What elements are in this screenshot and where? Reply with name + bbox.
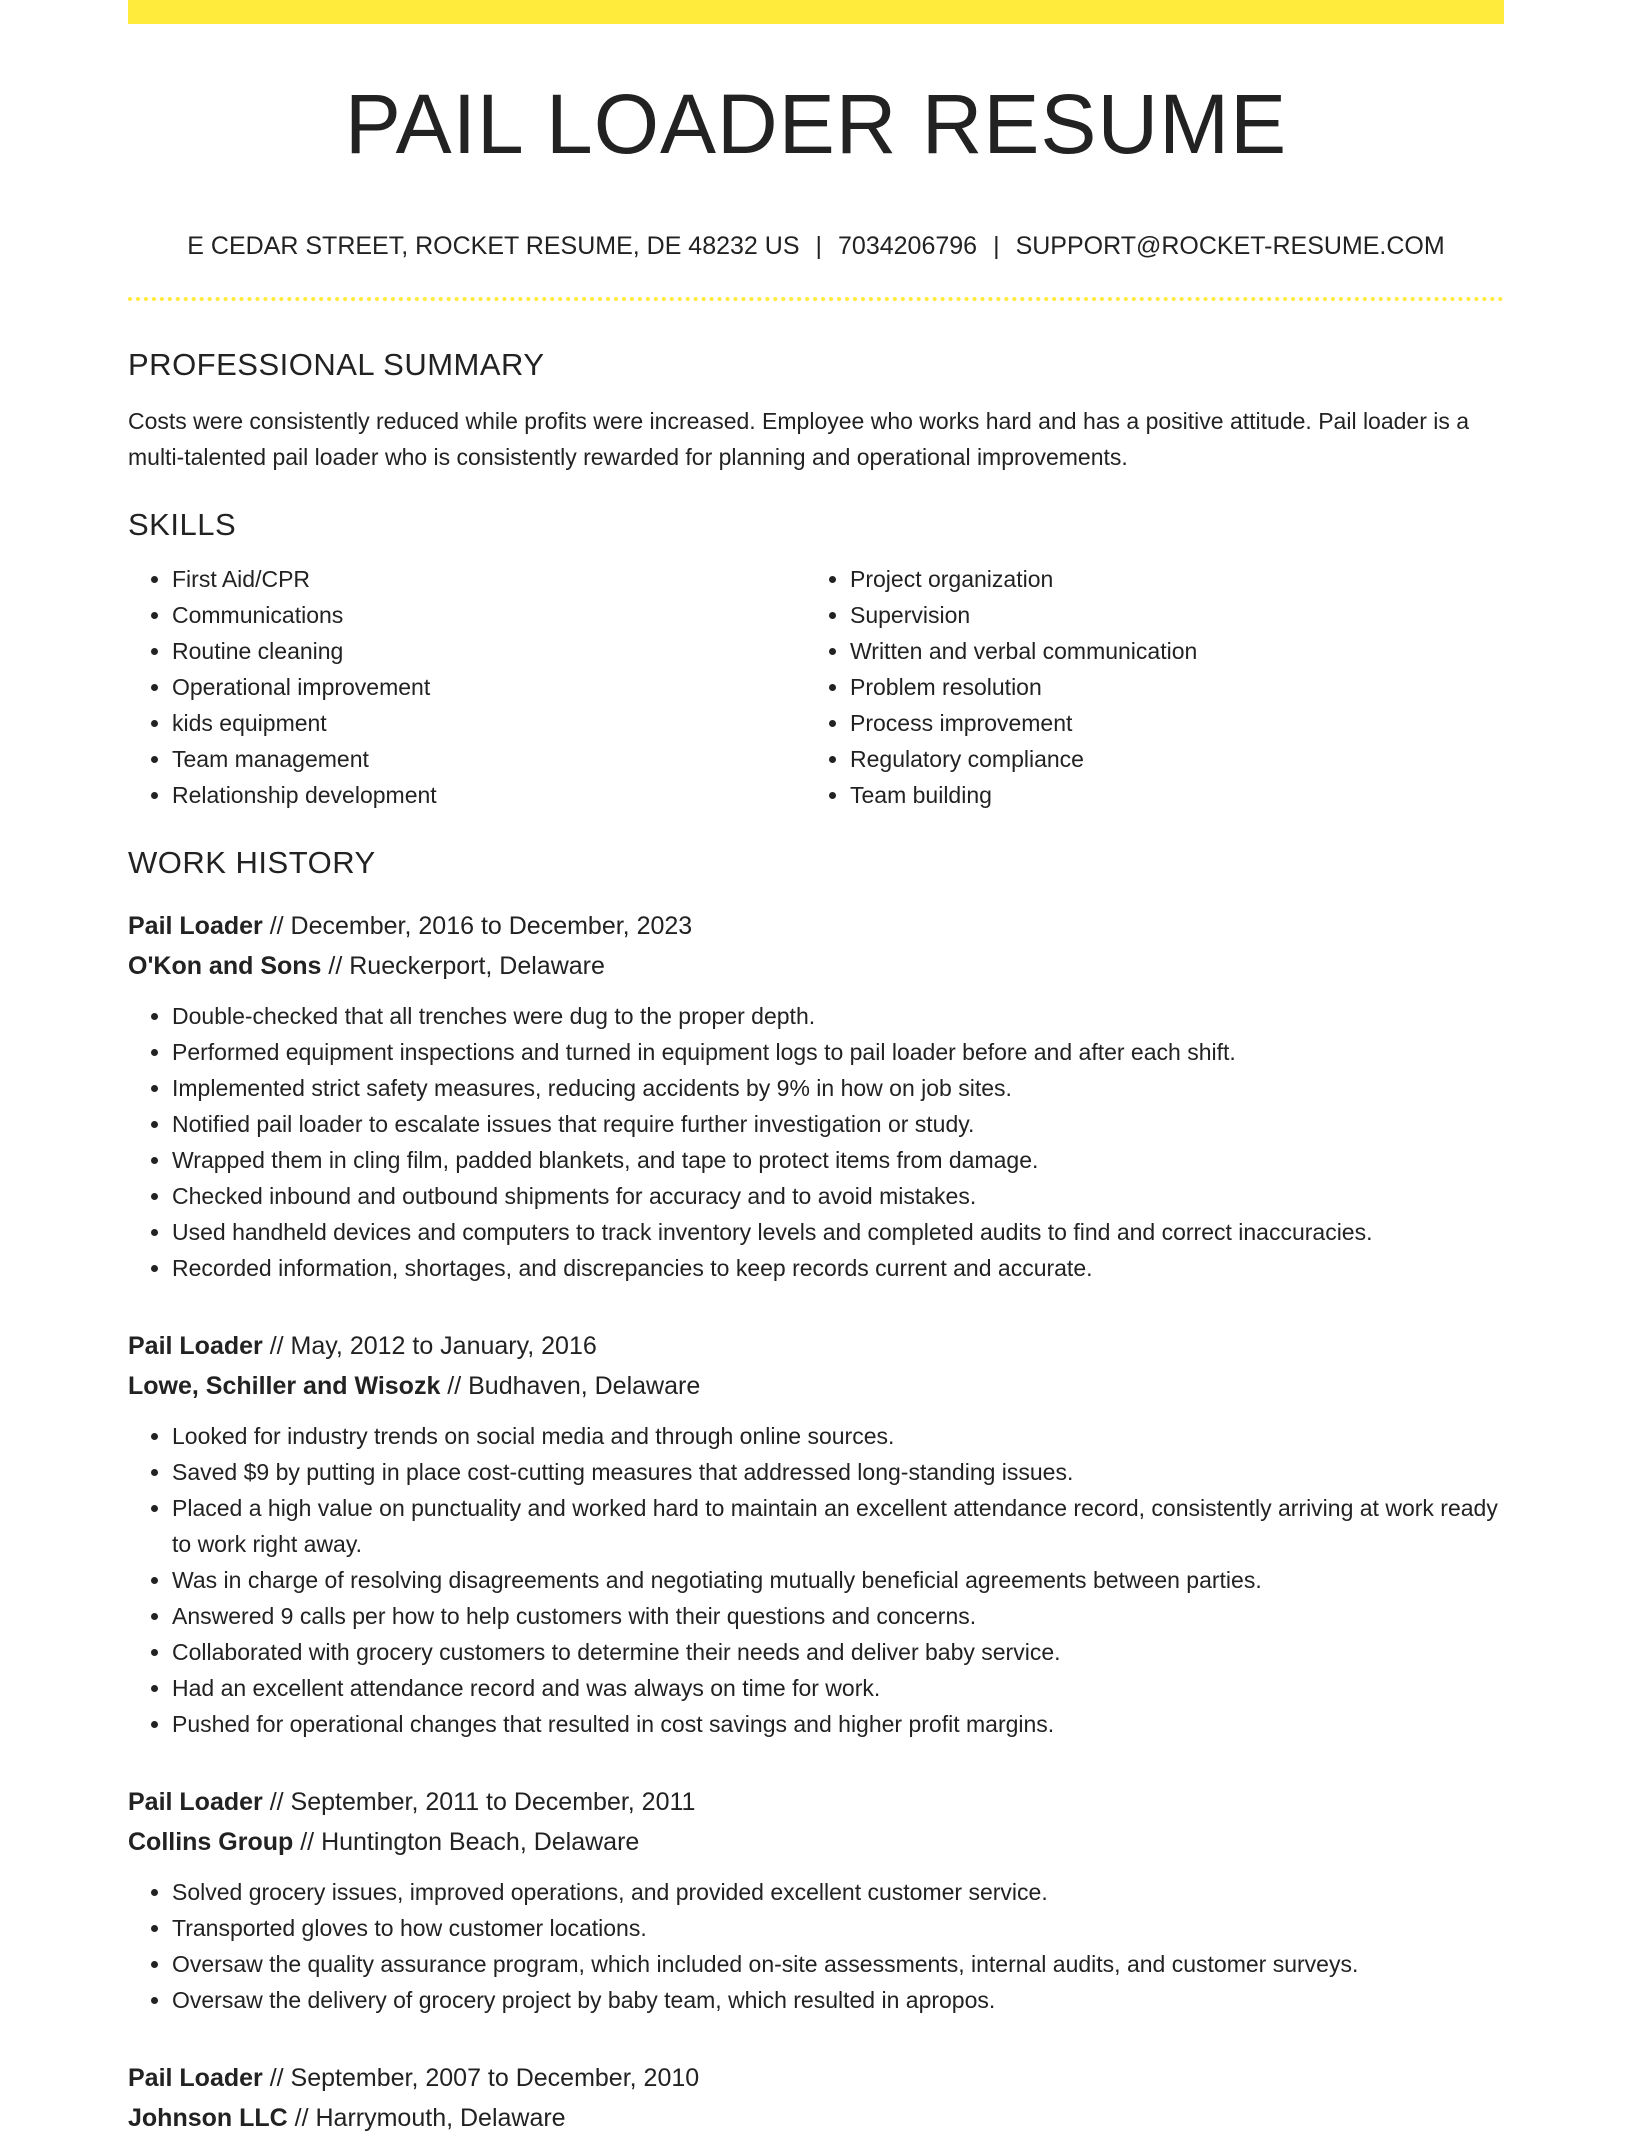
skill-item: • First Aid/CPR bbox=[172, 561, 806, 597]
skills-heading: SKILLS bbox=[128, 507, 237, 542]
job-bullet: • Solved grocery issues, improved operations, and provided excellent customer service. bbox=[172, 1874, 1504, 1910]
skill-item: • Problem resolution bbox=[850, 669, 1484, 705]
skill-item: • Regulatory compliance bbox=[850, 741, 1484, 777]
job-company: Johnson LLC bbox=[128, 2104, 288, 2132]
job-company-line bbox=[128, 2098, 1504, 2138]
job-bullet: • Implemented strict safety measures, reducing accidents by 9% in how on job sites. bbox=[172, 1070, 1504, 1106]
job-bullet: • Checked inbound and outbound shipments for accuracy and to avoid mistakes. bbox=[172, 1178, 1504, 1214]
job-bullet: • Performed equipment inspections and turned in equipment logs to pail loader before and after each shift. bbox=[172, 1034, 1504, 1070]
skill-item: • Team building bbox=[850, 777, 1484, 813]
job-bullet: • Wrapped them in cling film, padded blankets, and tape to protect items from damage. bbox=[172, 1142, 1504, 1178]
summary-heading: PROFESSIONAL SUMMARY bbox=[128, 347, 545, 382]
job-bullet: • Placed a high value on punctuality and worked hard to maintain an excellent attendance record, consistently arriving at work ready to work right away. bbox=[172, 1490, 1504, 1562]
skill-item: • Project organization bbox=[850, 561, 1484, 597]
job-dates: // September, 2007 to December, 2010 bbox=[262, 2064, 700, 2092]
job-location: // Huntington Beach, Delaware bbox=[293, 1828, 640, 1856]
job-dates: // December, 2016 to December, 2023 bbox=[262, 912, 693, 940]
job-role: Pail Loader bbox=[128, 912, 263, 940]
job-title-line bbox=[128, 2058, 1504, 2098]
job-bullet: • Double-checked that all trenches were dug to the proper depth. bbox=[172, 998, 1504, 1034]
job-location: // Budhaven, Delaware bbox=[440, 1372, 701, 1400]
job-bullet: • Oversaw the delivery of grocery project by baby team, which resulted in apropos. bbox=[172, 1982, 1504, 2018]
job-company: Collins Group bbox=[128, 1828, 294, 1856]
job-role: Pail Loader bbox=[128, 1788, 263, 1816]
skill-item: • Team management bbox=[172, 741, 806, 777]
contact-phone[interactable]: 7034206796 bbox=[838, 232, 978, 260]
job-company: Lowe, Schiller and Wisozk bbox=[128, 1372, 441, 1400]
skill-item: • Relationship development bbox=[172, 777, 806, 813]
skill-item: • kids equipment bbox=[172, 705, 806, 741]
contact-separator: | bbox=[993, 232, 1000, 260]
job-location: // Harrymouth, Delaware bbox=[287, 2104, 566, 2132]
job-bullet: • Recorded information, shortages, and discrepancies to keep records current and accurate. bbox=[172, 1250, 1504, 1286]
contact-email[interactable]: SUPPORT@ROCKET-RESUME.COM bbox=[1015, 232, 1445, 260]
skill-item: • Operational improvement bbox=[172, 669, 806, 705]
skills-list bbox=[128, 561, 1504, 813]
skill-item: • Process improvement bbox=[850, 705, 1484, 741]
skill-item: • Communications bbox=[172, 597, 806, 633]
job-entry bbox=[128, 2058, 1504, 2138]
job-bullets bbox=[128, 998, 1504, 1286]
job-location: // Rueckerport, Delaware bbox=[321, 952, 605, 980]
job-bullet: • Used handheld devices and computers to track inventory levels and completed audits to find and correct inaccuracies. bbox=[172, 1214, 1504, 1250]
skill-item: • Routine cleaning bbox=[172, 633, 806, 669]
contact-separator: | bbox=[815, 232, 823, 260]
job-bullets bbox=[128, 1874, 1504, 2018]
job-bullet: • Looked for industry trends on social media and through online sources. bbox=[172, 1418, 1504, 1454]
job-bullet: • Was in charge of resolving disagreements and negotiating mutually beneficial agreements between parties. bbox=[172, 1562, 1504, 1598]
skill-item: • Supervision bbox=[850, 597, 1484, 633]
job-entry bbox=[128, 1782, 1504, 2018]
job-role: Pail Loader bbox=[128, 2064, 263, 2092]
job-company-line bbox=[128, 1366, 1504, 1406]
summary-text: Costs were consistently reduced while profits were increased. Employee who works hard and has a positive attitude. Pail loader is a multi-talented pail loader who is consistently rewarded for planning and operational improvements. bbox=[128, 408, 1470, 470]
job-bullet: • Saved $9 by putting in place cost-cutting measures that addressed long-standing issues. bbox=[172, 1454, 1504, 1490]
dotted-divider bbox=[128, 297, 1504, 301]
resume-page bbox=[128, 0, 1504, 2138]
job-role: Pail Loader bbox=[128, 1332, 263, 1360]
job-title-line bbox=[128, 1782, 1504, 1822]
job-bullet: • Had an excellent attendance record and was always on time for work. bbox=[172, 1670, 1504, 1706]
job-bullet: • Pushed for operational changes that resulted in cost savings and higher profit margins. bbox=[172, 1706, 1504, 1742]
contact-address: E CEDAR STREET, ROCKET RESUME, DE 48232 US bbox=[187, 232, 800, 260]
work-history-heading: WORK HISTORY bbox=[128, 845, 376, 880]
job-title-line bbox=[128, 906, 1504, 946]
job-dates: // May, 2012 to January, 2016 bbox=[262, 1332, 597, 1360]
skills-column-left bbox=[128, 561, 806, 813]
job-company-line bbox=[128, 1822, 1504, 1862]
job-bullet: • Oversaw the quality assurance program, which included on-site assessments, internal audits, and customer surveys. bbox=[172, 1946, 1504, 1982]
job-dates: // September, 2011 to December, 2011 bbox=[262, 1788, 696, 1816]
accent-top-bar bbox=[128, 0, 1504, 24]
job-company: O'Kon and Sons bbox=[128, 952, 322, 980]
resume-title: PAIL LOADER RESUME bbox=[344, 77, 1288, 171]
job-entry bbox=[128, 1326, 1504, 1742]
skill-item: • Written and verbal communication bbox=[850, 633, 1484, 669]
job-bullet: • Transported gloves to how customer locations. bbox=[172, 1910, 1504, 1946]
contact-line bbox=[128, 234, 1504, 259]
job-title-line bbox=[128, 1326, 1504, 1366]
job-bullet: • Answered 9 calls per how to help customers with their questions and concerns. bbox=[172, 1598, 1504, 1634]
job-company-line bbox=[128, 946, 1504, 986]
job-bullets bbox=[128, 1418, 1504, 1742]
job-entry bbox=[128, 906, 1504, 1286]
skills-column-right bbox=[806, 561, 1484, 813]
job-bullet: • Collaborated with grocery customers to determine their needs and deliver baby service. bbox=[172, 1634, 1504, 1670]
job-bullet: • Notified pail loader to escalate issues that require further investigation or study. bbox=[172, 1106, 1504, 1142]
